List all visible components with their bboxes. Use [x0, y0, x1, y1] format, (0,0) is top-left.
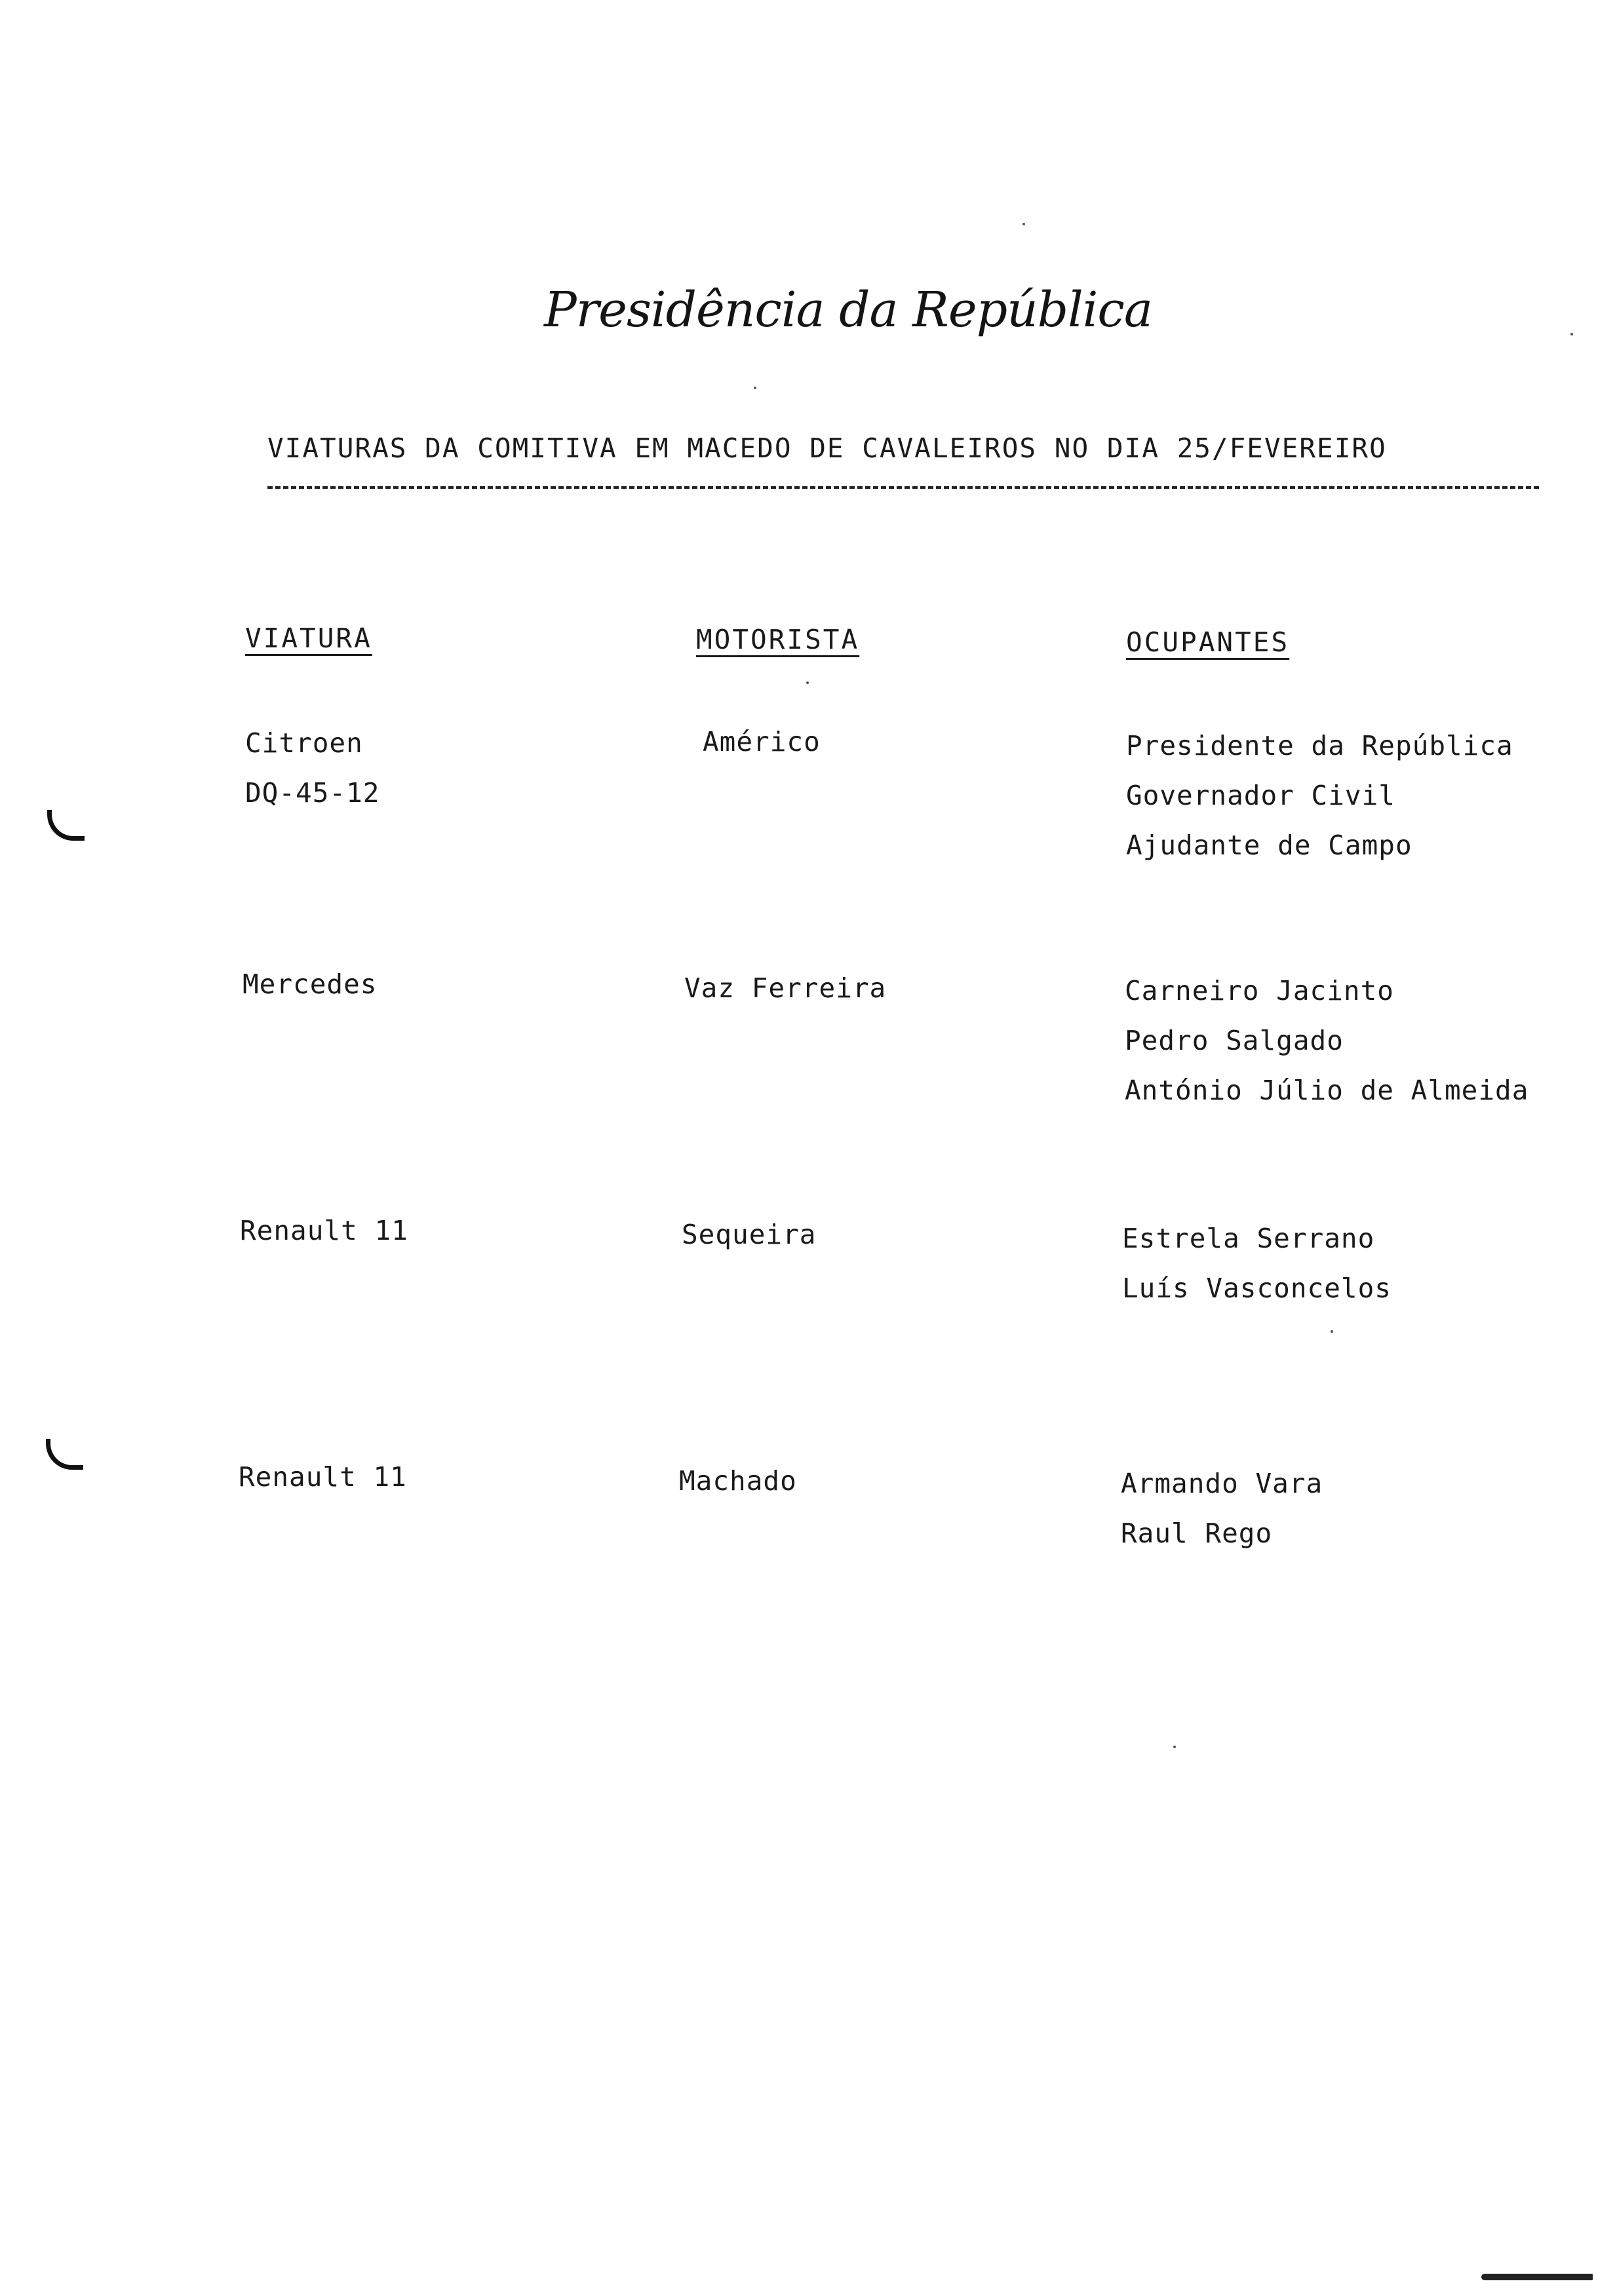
scan-speck [1173, 1746, 1176, 1748]
table-row-viatura [239, 1452, 407, 1502]
viatura-line: Mercedes [243, 968, 378, 1000]
ocupante-name: Ajudante de Campo [1126, 830, 1412, 861]
table-row-ocupantes [1122, 1214, 1391, 1313]
ocupante-name: Governador Civil [1126, 780, 1395, 811]
header-motorista: MOTORISTA [696, 624, 860, 655]
ocupante-name: Raul Rego [1121, 1518, 1273, 1549]
letterhead-presidencia: Presidência da República [544, 282, 1152, 338]
ocupante-name: Luís Vasconcelos [1122, 1272, 1391, 1304]
ocupante-name: Pedro Salgado [1125, 1025, 1344, 1056]
title-dashed-rule [267, 486, 1539, 489]
scan-speck [1022, 223, 1025, 225]
scan-speck [1331, 1330, 1333, 1333]
table-row-viatura [243, 959, 377, 1009]
ocupante-name: António Júlio de Almeida [1125, 1075, 1529, 1106]
ocupante-name: Armando Vara [1121, 1468, 1323, 1499]
header-ocupantes: OCUPANTES [1126, 626, 1290, 658]
motorista-name: Vaz Ferreira [684, 972, 887, 1004]
viatura-line: Renault 11 [239, 1461, 407, 1493]
table-row-ocupantes [1121, 1459, 1323, 1558]
scan-speck [806, 681, 809, 684]
viatura-line: Renault 11 [240, 1215, 408, 1246]
table-row-ocupantes [1126, 721, 1513, 870]
ocupante-name: Presidente da República [1126, 730, 1513, 761]
table-row-motorista [679, 1456, 797, 1506]
table-row-motorista [703, 717, 821, 767]
scan-speck [754, 387, 756, 389]
table-row-ocupantes [1125, 966, 1528, 1115]
table-row-viatura [245, 718, 379, 818]
handwritten-check-mark [47, 810, 85, 841]
scan-edge-smudge [1481, 2274, 1593, 2280]
motorista-name: Américo [703, 726, 821, 757]
table-row-motorista [682, 1210, 816, 1259]
motorista-name: Machado [679, 1465, 797, 1497]
handwritten-check-mark [46, 1439, 83, 1470]
ocupante-name: Estrela Serrano [1122, 1223, 1375, 1254]
ocupante-name: Carneiro Jacinto [1125, 975, 1394, 1006]
motorista-name: Sequeira [682, 1219, 817, 1250]
scan-speck [1570, 333, 1573, 335]
header-viatura: VIATURA [245, 622, 372, 654]
table-row-motorista [684, 963, 886, 1013]
viatura-line: DQ-45-12 [245, 777, 380, 809]
document-title: VIATURAS DA COMITIVA EM MACEDO DE CAVALEIROS NO DIA 25/FEVEREIRO [267, 432, 1387, 464]
viatura-line: Citroen [245, 727, 363, 759]
table-row-viatura [240, 1206, 408, 1255]
